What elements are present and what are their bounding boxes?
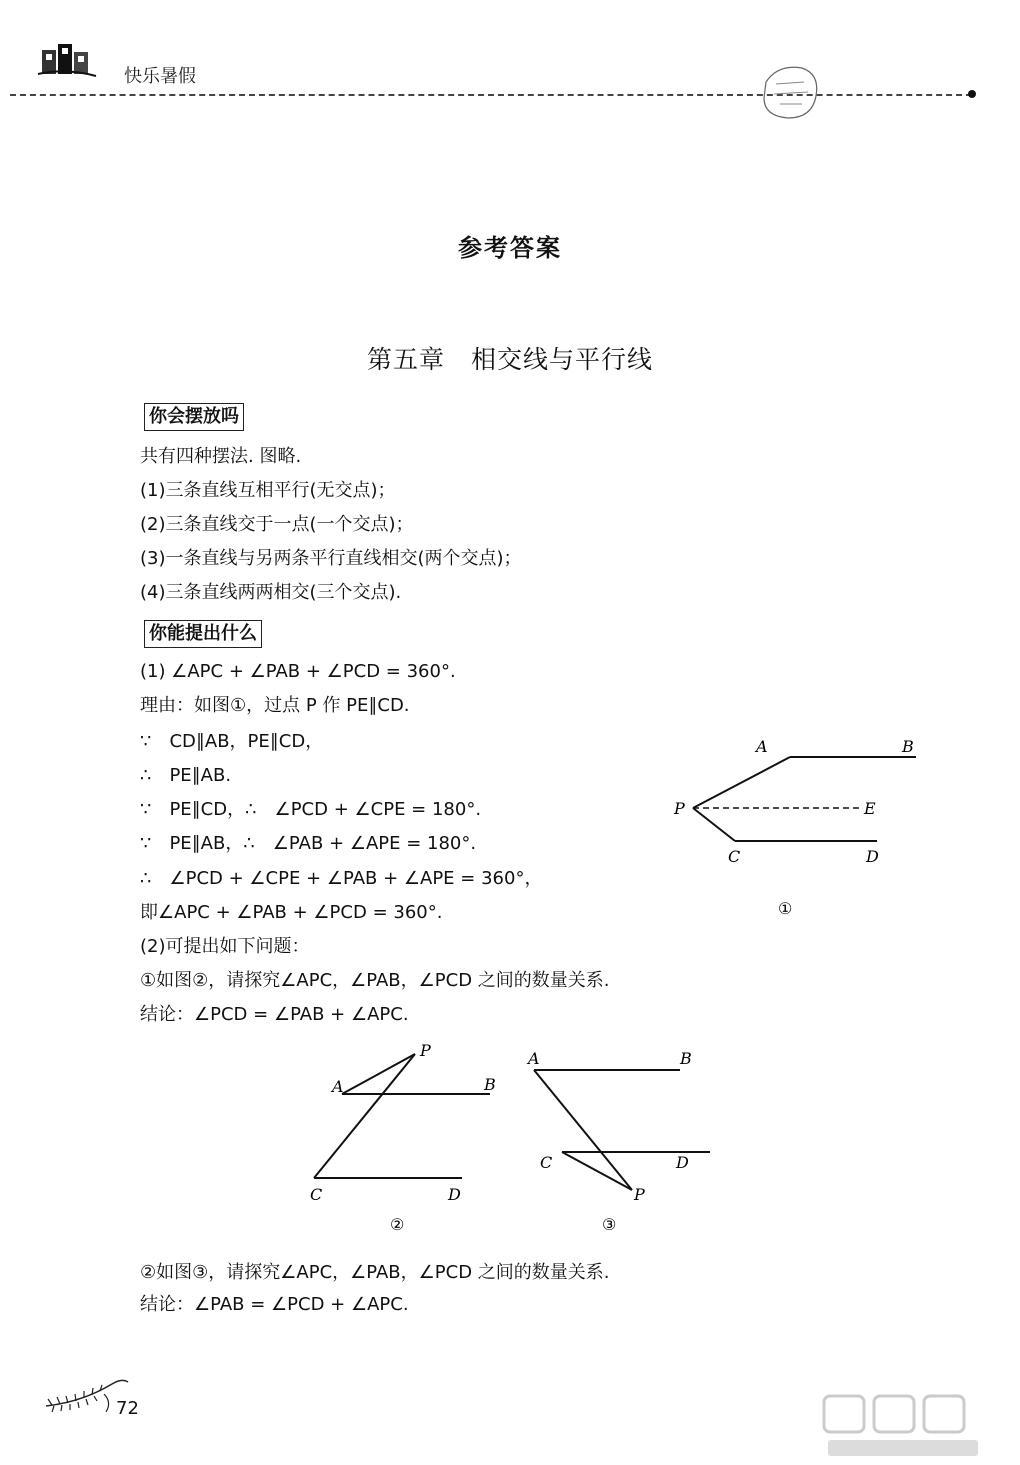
page-number: 72 — [116, 1398, 139, 1419]
figure-caption: ② — [390, 1215, 405, 1234]
answer-line: (1) ∠APC + ∠PAB + ∠PCD = 360°. — [140, 661, 456, 682]
proof-line: ∴ PE∥AB. — [140, 765, 232, 786]
line-pc — [693, 808, 735, 841]
point-label-d: D — [866, 847, 879, 866]
section-heading-placement: 你会摆放吗 — [144, 403, 244, 431]
point-label-a: A — [332, 1077, 344, 1096]
answer-line: (2)三条直线交于一点(一个交点)； — [140, 514, 414, 535]
chapter-title: 第五章 相交线与平行线 — [366, 345, 653, 374]
point-label-d: D — [448, 1185, 461, 1204]
line-ap — [534, 1070, 632, 1190]
section-heading-questions: 你能提出什么 — [144, 620, 262, 648]
proof-line: ∵ PE∥AB，∴ ∠PAB + ∠APE = 180°. — [140, 833, 477, 854]
point-label-p: P — [674, 799, 685, 818]
header-divider-dot — [968, 90, 976, 98]
point-label-b: B — [680, 1049, 692, 1068]
point-label-c: C — [728, 847, 741, 866]
answer-line: ①如图②，请探究∠APC，∠PAB，∠PCD 之间的数量关系. — [140, 970, 610, 991]
figure-1 — [660, 730, 920, 930]
proof-line: 即∠APC + ∠PAB + ∠PCD = 360°. — [140, 902, 443, 923]
line-cp — [562, 1152, 632, 1190]
point-label-p: P — [634, 1185, 645, 1204]
point-label-a: A — [756, 737, 768, 756]
header-title: 快乐暑假 — [124, 66, 196, 87]
header-divider — [10, 94, 972, 96]
figure-caption: ① — [778, 899, 793, 918]
line-pa — [693, 757, 790, 808]
point-label-c: C — [540, 1153, 553, 1172]
figure-3 — [520, 1040, 720, 1240]
answer-line: 结论：∠PCD = ∠PAB + ∠APC. — [140, 1004, 409, 1025]
answer-line: ②如图③，请探究∠APC，∠PAB，∠PCD 之间的数量关系. — [140, 1262, 610, 1283]
answer-line: 结论：∠PAB = ∠PCD + ∠APC. — [140, 1294, 409, 1315]
answer-line: (1)三条直线互相平行(无交点)； — [140, 480, 396, 501]
watermark-logo-icon — [818, 1392, 988, 1462]
answer-line: 理由：如图①，过点 P 作 PE∥CD. — [140, 695, 410, 716]
point-label-e: E — [864, 799, 876, 818]
answer-line: (3)一条直线与另两条平行直线相交(两个交点)； — [140, 548, 522, 569]
book-logo-icon — [36, 40, 102, 80]
stamp-seal-icon — [758, 62, 822, 122]
point-label-c: C — [310, 1185, 323, 1204]
proof-line: ∵ PE∥CD，∴ ∠PCD + ∠CPE = 180°. — [140, 799, 482, 820]
point-label-a: A — [528, 1049, 540, 1068]
figure-2 — [310, 1040, 520, 1240]
point-label-d: D — [676, 1153, 689, 1172]
line-pc — [314, 1054, 415, 1178]
point-label-b: B — [902, 737, 914, 756]
point-label-p: P — [420, 1041, 431, 1060]
point-label-b: B — [484, 1075, 496, 1094]
answer-line: (4)三条直线两两相交(三个交点). — [140, 582, 402, 603]
page-title: 参考答案 — [458, 234, 562, 262]
answer-line: 共有四种摆法. 图略. — [140, 446, 302, 467]
figure-caption: ③ — [602, 1215, 617, 1234]
proof-line: ∴ ∠PCD + ∠CPE + ∠PAB + ∠APE = 360°， — [140, 868, 543, 889]
line-ap — [342, 1054, 415, 1094]
proof-line: ∵ CD∥AB，PE∥CD， — [140, 731, 324, 752]
answer-line: (2)可提出如下问题： — [140, 936, 310, 957]
